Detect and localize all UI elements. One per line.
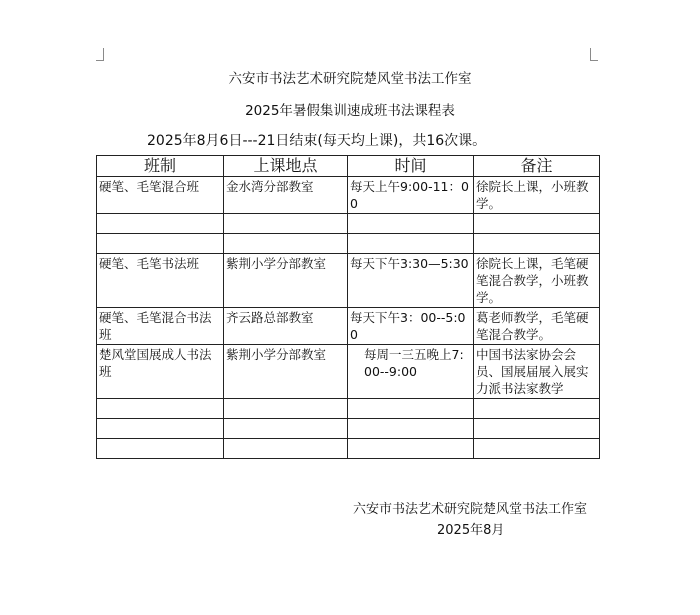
- crop-mark-top-left: [96, 48, 104, 61]
- cell-location: 紫荆小学分部教室: [224, 345, 348, 399]
- table-row: [97, 214, 600, 234]
- cell-remark: [474, 419, 600, 439]
- organization-heading: 六安市书法艺术研究院楚风堂书法工作室: [228, 71, 472, 87]
- table-header-row: [97, 156, 600, 177]
- signature-organization: 六安市书法艺术研究院楚风堂书法工作室: [353, 502, 588, 517]
- column-header-remark: 备注: [474, 156, 600, 177]
- cell-time: [348, 234, 474, 254]
- cell-class: [97, 419, 224, 439]
- table-row: [97, 419, 600, 439]
- cell-remark: 徐院长上课，小班教学。: [474, 177, 600, 214]
- table-row: [97, 254, 600, 308]
- cell-class: [97, 399, 224, 419]
- cell-location: [224, 419, 348, 439]
- cell-location: 齐云路总部教室: [224, 308, 348, 345]
- cell-remark: 中国书法家协会会员、国展届展入展实力派书法家教学: [474, 345, 600, 399]
- cell-remark: [474, 439, 600, 459]
- crop-mark-top-right: [590, 48, 598, 61]
- cell-class: [97, 439, 224, 459]
- table-row: [97, 439, 600, 459]
- cell-time: 每天下午3:30—5:30: [348, 254, 474, 308]
- cell-time: 每天下午3：00--5:00: [348, 308, 474, 345]
- column-header-location: 上课地点: [224, 156, 348, 177]
- cell-remark: [474, 214, 600, 234]
- signature-date: 2025年8月: [437, 523, 505, 538]
- column-header-class: 班制: [97, 156, 224, 177]
- cell-class: 楚风堂国展成人书法班: [97, 345, 224, 399]
- cell-time: [348, 214, 474, 234]
- table-row: [97, 234, 600, 254]
- cell-location: [224, 214, 348, 234]
- table-row: [97, 345, 600, 399]
- cell-time: 每周一三五晚上7:00--9:00: [348, 345, 474, 399]
- cell-time: [348, 399, 474, 419]
- cell-location: [224, 399, 348, 419]
- table-row: [97, 177, 600, 214]
- document-title: 2025年暑假集训速成班书法课程表: [245, 103, 455, 119]
- cell-remark: 徐院长上课，毛笔硬笔混合教学，小班教学。: [474, 254, 600, 308]
- cell-class: 硬笔、毛笔混合班: [97, 177, 224, 214]
- cell-class: [97, 234, 224, 254]
- schedule-note: 2025年8月6日---21日结束(每天均上课)，共16次课。: [147, 133, 487, 149]
- table-row: [97, 399, 600, 419]
- table-row: [97, 308, 600, 345]
- cell-time: [348, 439, 474, 459]
- cell-class: 硬笔、毛笔书法班: [97, 254, 224, 308]
- cell-remark: [474, 399, 600, 419]
- cell-location: [224, 234, 348, 254]
- cell-location: [224, 439, 348, 459]
- cell-time: 每天上午9:00-11：00: [348, 177, 474, 214]
- schedule-table: [96, 155, 600, 459]
- cell-remark: [474, 234, 600, 254]
- column-header-time: 时间: [348, 156, 474, 177]
- cell-class: [97, 214, 224, 234]
- cell-location: 紫荆小学分部教室: [224, 254, 348, 308]
- cell-remark: 葛老师教学，毛笔硬笔混合教学。: [474, 308, 600, 345]
- cell-location: 金水湾分部教室: [224, 177, 348, 214]
- cell-class: 硬笔、毛笔混合书法班: [97, 308, 224, 345]
- cell-time: [348, 419, 474, 439]
